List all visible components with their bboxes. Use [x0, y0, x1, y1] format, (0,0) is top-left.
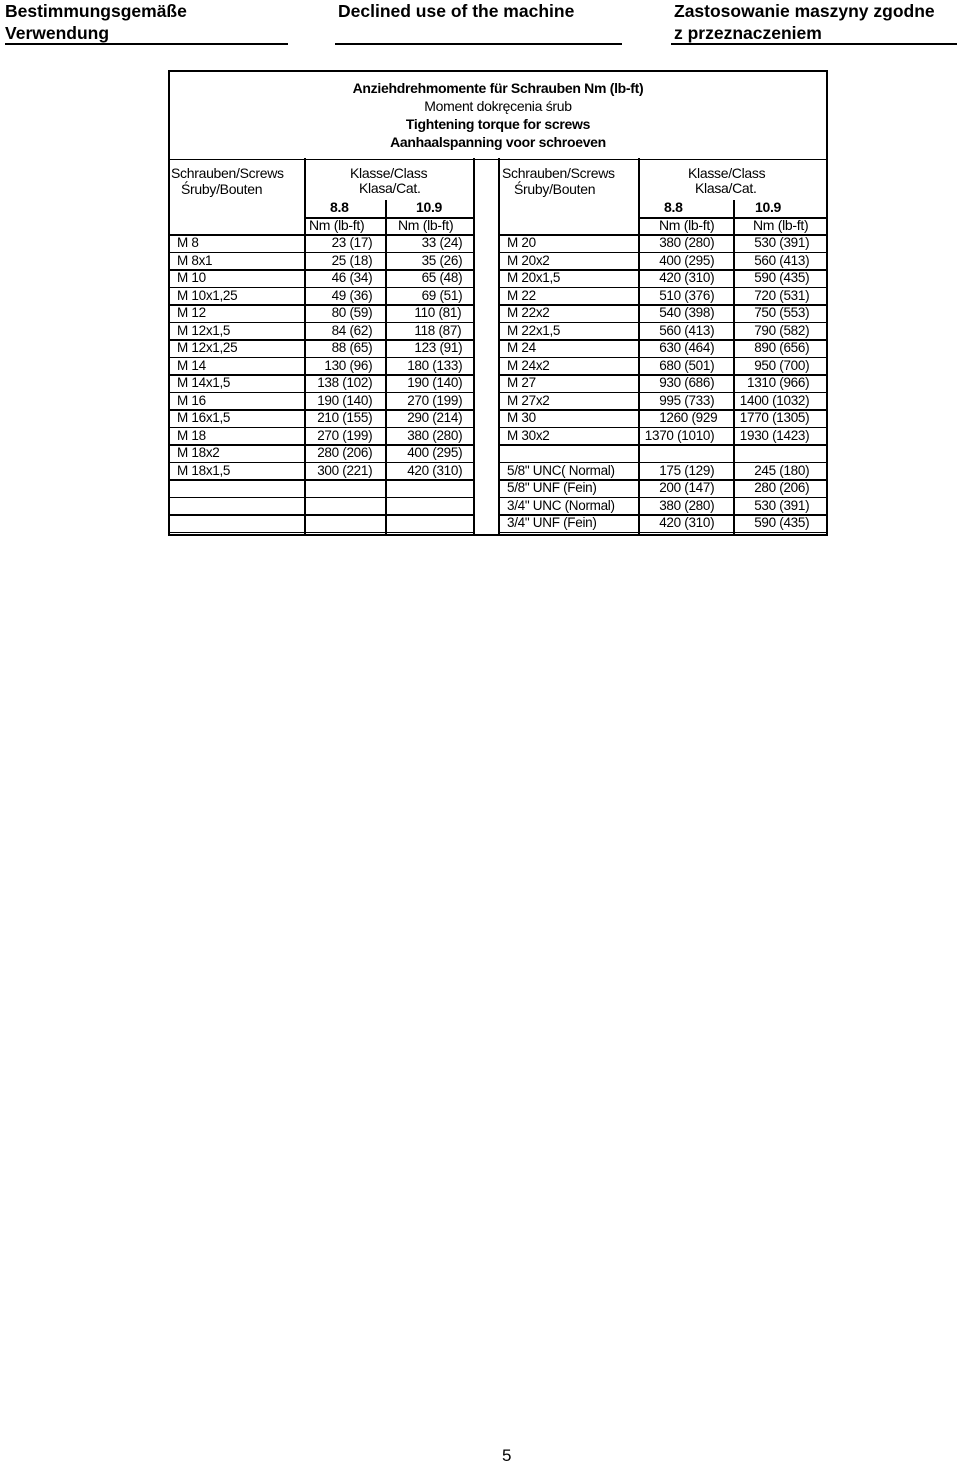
class-10-9: 10.9 — [755, 199, 782, 215]
screw-size: M 18x2 — [177, 445, 220, 460]
screw-size: M 22x1,5 — [507, 322, 561, 338]
torque-10-9: 180 (133) — [407, 357, 463, 373]
torque-8-8: 420 (310) — [659, 515, 715, 530]
title-english: Tightening torque for screws — [405, 116, 591, 132]
torque-8-8: 80 (59) — [331, 305, 373, 320]
screw-size: M 16 — [177, 392, 206, 408]
col-divider — [733, 200, 735, 536]
torque-10-9: 65 (48) — [421, 270, 463, 285]
header-rule — [335, 43, 622, 45]
torque-8-8: 23 (17) — [331, 235, 373, 250]
screw-size: M 22 — [507, 287, 536, 303]
class-8-8: 8.8 — [664, 199, 683, 215]
torque-10-9: 790 (582) — [754, 322, 810, 338]
torque-10-9: 35 (26) — [421, 252, 463, 268]
header-rule — [671, 43, 957, 45]
class-header-sub: Klasa/Cat. — [359, 180, 421, 196]
screw-size: M 27 — [507, 375, 536, 390]
torque-8-8: 130 (96) — [324, 357, 373, 373]
torque-10-9: 1770 (1305) — [739, 410, 810, 425]
title-dutch: Aanhaalspanning voor schroeven — [390, 134, 606, 150]
torque-10-9: 190 (140) — [407, 375, 463, 390]
torque-8-8: 560 (413) — [659, 322, 715, 338]
screw-size: M 30 — [507, 410, 536, 425]
row-divider — [168, 497, 473, 499]
class-header: Klasse/Class — [688, 165, 766, 181]
col-divider — [473, 158, 475, 536]
torque-10-9: 1400 (1032) — [739, 392, 810, 408]
row-divider — [498, 444, 828, 446]
screw-size: 5/8" UNC( Normal) — [507, 462, 615, 478]
row-divider — [168, 514, 473, 516]
torque-10-9: 590 (435) — [754, 270, 810, 285]
torque-8-8: 995 (733) — [659, 392, 715, 408]
class-8-8: 8.8 — [330, 199, 349, 215]
torque-table — [168, 70, 828, 536]
torque-10-9: 110 (81) — [414, 305, 462, 320]
screw-size: M 20x2 — [507, 252, 550, 268]
torque-10-9: 1310 (966) — [747, 375, 810, 390]
torque-8-8: 680 (501) — [659, 357, 715, 373]
screw-size: 5/8" UNF (Fein) — [507, 480, 597, 495]
screw-size: M 8 — [177, 235, 199, 250]
screw-size: M 12x1,5 — [177, 322, 231, 338]
class-header-sub: Klasa/Cat. — [695, 180, 757, 196]
torque-8-8: 210 (155) — [317, 410, 373, 425]
class-header: Klasse/Class — [350, 165, 428, 181]
torque-10-9: 720 (531) — [754, 287, 810, 303]
screw-size: M 20 — [507, 235, 536, 250]
screw-size: M 24 — [507, 340, 536, 355]
torque-8-8: 420 (310) — [659, 270, 715, 285]
torque-8-8: 200 (147) — [659, 480, 715, 495]
torque-8-8: 138 (102) — [317, 375, 373, 390]
torque-8-8: 25 (18) — [331, 252, 373, 268]
torque-8-8: 380 (280) — [659, 235, 715, 250]
torque-8-8: 49 (36) — [331, 287, 373, 303]
unit-label: Nm (lb-ft) — [309, 217, 365, 233]
screw-size: M 12x1,25 — [177, 340, 238, 355]
torque-10-9: 118 (87) — [414, 322, 462, 338]
screw-size: M 24x2 — [507, 357, 550, 373]
title-german: Anziehdrehmomente für Schrauben Nm (lb-ft) — [352, 80, 644, 96]
row-divider — [168, 479, 473, 481]
unit-label: Nm (lb-ft) — [753, 217, 809, 233]
torque-8-8: 270 (199) — [317, 427, 373, 443]
torque-8-8: 84 (62) — [331, 322, 373, 338]
torque-8-8: 540 (398) — [659, 305, 715, 320]
screw-size: M 16x1,5 — [177, 410, 231, 425]
torque-10-9: 1930 (1423) — [739, 427, 810, 443]
screw-size: 3/4" UNF (Fein) — [507, 515, 597, 530]
torque-10-9: 290 (214) — [407, 410, 463, 425]
row-divider — [498, 532, 828, 534]
unit-label: Nm (lb-ft) — [398, 217, 454, 233]
screw-size: M 14x1,5 — [177, 375, 231, 390]
screws-header: Schrauben/Screws — [502, 165, 615, 181]
torque-8-8: 175 (129) — [659, 462, 715, 478]
torque-10-9: 750 (553) — [754, 305, 810, 320]
screw-size: M 8x1 — [177, 252, 213, 268]
torque-8-8: 88 (65) — [331, 340, 373, 355]
screws-header-sub: Śruby/Bouten — [514, 181, 596, 197]
screw-size: 3/4" UNC (Normal) — [507, 497, 615, 513]
torque-10-9: 280 (206) — [754, 480, 810, 495]
torque-8-8: 630 (464) — [659, 340, 715, 355]
torque-8-8: 46 (34) — [331, 270, 373, 285]
screw-size: M 20x1,5 — [507, 270, 561, 285]
header-polish-line1: Zastosowanie maszyny zgodne — [674, 1, 935, 21]
torque-10-9: 400 (295) — [407, 445, 463, 460]
torque-8-8: 380 (280) — [659, 497, 715, 513]
page-number: 5 — [502, 1446, 512, 1465]
torque-10-9: 123 (91) — [414, 340, 463, 355]
header-german — [5, 0, 290, 44]
screw-size: M 10 — [177, 270, 206, 285]
torque-10-9: 950 (700) — [754, 357, 810, 373]
torque-8-8: 400 (295) — [659, 252, 715, 268]
torque-10-9: 245 (180) — [754, 462, 810, 478]
header-german-line2: Verwendung — [5, 23, 110, 43]
screws-header: Schrauben/Screws — [171, 165, 284, 181]
torque-10-9: 530 (391) — [754, 497, 810, 513]
torque-10-9: 530 (391) — [754, 235, 810, 250]
torque-10-9: 380 (280) — [407, 427, 463, 443]
torque-10-9: 270 (199) — [407, 392, 463, 408]
screw-size: M 18 — [177, 427, 206, 443]
screw-size: M 30x2 — [507, 427, 550, 443]
row-divider — [168, 532, 473, 534]
torque-10-9: 560 (413) — [754, 252, 810, 268]
screw-size: M 27x2 — [507, 392, 550, 408]
header-english — [335, 0, 625, 22]
torque-8-8: 1370 (1010) — [644, 427, 715, 443]
torque-10-9: 33 (24) — [421, 235, 463, 250]
header-german-line1: Bestimmungsgemäße — [5, 1, 187, 21]
torque-8-8: 930 (686) — [659, 375, 715, 390]
torque-8-8: 1260 (929 — [659, 410, 718, 425]
col-divider — [385, 200, 387, 536]
torque-8-8: 190 (140) — [317, 392, 373, 408]
header-english-line1: Declined use of the machine — [338, 1, 575, 21]
torque-10-9: 420 (310) — [407, 462, 463, 478]
torque-10-9: 590 (435) — [754, 515, 810, 530]
class-10-9: 10.9 — [416, 199, 443, 215]
unit-label: Nm (lb-ft) — [659, 217, 715, 233]
torque-8-8: 510 (376) — [659, 287, 715, 303]
header-polish — [671, 0, 960, 44]
screws-header-sub: Śruby/Bouten — [181, 181, 263, 197]
screw-size: M 14 — [177, 357, 206, 373]
screw-size: M 22x2 — [507, 305, 550, 320]
header-polish-line2: z przeznaczeniem — [674, 23, 822, 43]
screw-size: M 18x1,5 — [177, 462, 231, 478]
torque-10-9: 69 (51) — [421, 287, 463, 303]
header-rule — [5, 43, 288, 45]
torque-10-9: 890 (656) — [754, 340, 810, 355]
torque-8-8: 300 (221) — [317, 462, 373, 478]
screw-size: M 12 — [177, 305, 206, 320]
torque-table-title — [170, 72, 826, 160]
title-polish: Moment dokręcenia śrub — [424, 98, 572, 114]
screw-size: M 10x1,25 — [177, 287, 238, 303]
torque-8-8: 280 (206) — [317, 445, 373, 460]
